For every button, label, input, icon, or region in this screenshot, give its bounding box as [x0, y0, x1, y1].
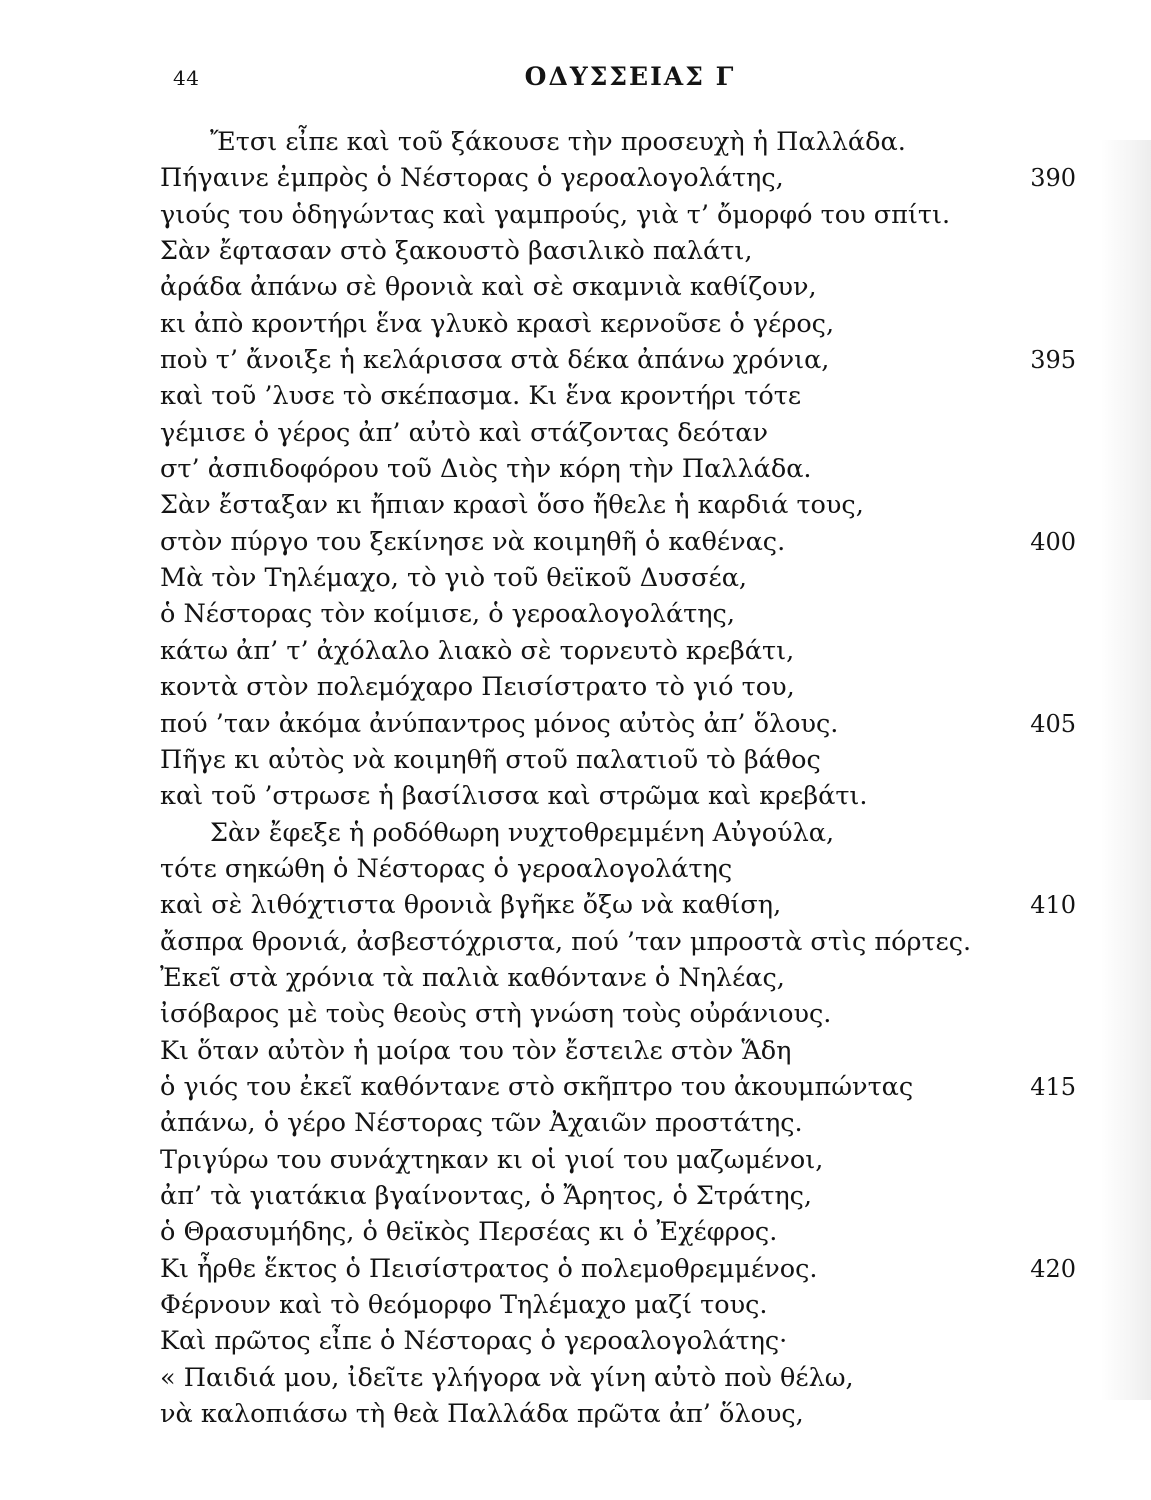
verse-line — [0, 197, 1151, 233]
verse-text: Ἔτσι εἶπε καὶ τοῦ ξάκουσε τὴν προσευχὴ ἡ Παλλάδα. — [210, 127, 906, 157]
verse-text: κι ἀπὸ κροντήρι ἕνα γλυκὸ κρασὶ κερνοῦσε ὁ γέρος, — [160, 308, 835, 339]
verse-text: γέμισε ὁ γέρος ἀπ’ αὐτὸ καὶ στάζοντας δεόταν — [160, 417, 768, 448]
verse-text: Καὶ πρῶτος εἶπε ὁ Νέστορας ὁ γεροαλογολάτης· — [160, 1326, 788, 1357]
verse-line — [0, 596, 1151, 632]
verse-line — [0, 669, 1151, 705]
verse-line — [0, 1360, 1151, 1396]
verse-line — [0, 742, 1151, 778]
verse-line — [0, 996, 1151, 1032]
verse-line — [0, 378, 1151, 414]
verse-line — [0, 1214, 1151, 1250]
verse-line — [0, 924, 1151, 960]
verse-line — [0, 633, 1151, 669]
line-number: 390 — [1030, 164, 1076, 193]
verse-line — [0, 1287, 1151, 1323]
verse-line — [0, 560, 1151, 596]
verse-text: στ’ ἀσπιδοφόρου τοῦ Διὸς τὴν κόρη τὴν Παλλάδα. — [160, 454, 812, 485]
verse-text: στὸν πύργο του ξεκίνησε νὰ κοιμηθῆ ὁ καθένας. — [160, 526, 786, 557]
verse-text: καὶ τοῦ ’λυσε τὸ σκέπασμα. Κι ἕνα κροντήρι τότε — [160, 381, 802, 412]
verse-line — [0, 778, 1151, 814]
verse-text: ἀπάνω, ὁ γέρο Νέστορας τῶν Ἀχαιῶν προστάτης. — [160, 1108, 803, 1139]
verse-line — [0, 706, 1151, 742]
verse-text: Σὰν ἔφεξε ἡ ροδόθωρη νυχτοθρεμμένη Αὐγούλα, — [210, 817, 835, 848]
verse-text: « Παιδιά μου, ἰδεῖτε γλήγορα νὰ γίνη αὐτὸ ποὺ θέλω, — [160, 1362, 854, 1393]
page-number: 44 — [173, 66, 200, 90]
verse-text: ἄσπρα θρονιά, ἀσβεστόχριστα, πού ’ταν μπροστὰ στὶς πόρτες. — [160, 926, 972, 957]
verse-line — [0, 887, 1151, 923]
verse-line — [0, 415, 1151, 451]
verse-line — [0, 1178, 1151, 1214]
verse-text: πού ’ταν ἀκόμα ἀνύπαντρος μόνος αὐτὸς ἀπ’ ὅλους. — [160, 708, 839, 739]
verse-line — [0, 815, 1151, 851]
verse-text: Ἐκεῖ στὰ χρόνια τὰ παλιὰ καθόντανε ὁ Νηλέας, — [160, 962, 785, 993]
verse-text: Σὰν ἔσταξαν κι ἤπιαν κρασὶ ὅσο ἤθελε ἡ καρδιά τους, — [160, 490, 864, 521]
verse-line — [0, 960, 1151, 996]
running-title: ΟΔΥΣΣΕΙΑΣ Γ — [524, 62, 736, 91]
verse-text: κάτω ἀπ’ τ’ ἀχόλαλο λιακὸ σὲ τορνευτὸ κρεβάτι, — [160, 635, 795, 666]
verse-line — [0, 1033, 1151, 1069]
verse-line — [0, 524, 1151, 560]
line-number: 395 — [1030, 346, 1076, 375]
line-number: 400 — [1030, 527, 1076, 556]
verse-text: τότε σηκώθη ὁ Νέστορας ὁ γεροαλογολάτης — [160, 853, 733, 884]
verse-text: Πῆγε κι αὐτὸς νὰ κοιμηθῆ στοῦ παλατιοῦ τὸ βάθος — [160, 744, 821, 775]
verse-text: ποὺ τ’ ἄνοιξε ἡ κελάρισσα στὰ δέκα ἀπάνω χρόνια, — [160, 345, 830, 376]
verse-line — [0, 342, 1151, 378]
verse-text: καὶ σὲ λιθόχτιστα θρονιὰ βγῆκε ὄξω νὰ καθίση, — [160, 890, 782, 921]
verse-text: κοντὰ στὸν πολεμόχαρο Πεισίστρατο τὸ γιό του, — [160, 672, 795, 703]
verse-line — [0, 160, 1151, 196]
verse-line — [0, 1396, 1151, 1432]
verse-line — [0, 487, 1151, 523]
verse-text: ἀράδα ἀπάνω σὲ θρονιὰ καὶ σὲ σκαμνιὰ καθίζουν, — [160, 272, 817, 303]
verse-text: Πήγαινε ἐμπρὸς ὁ Νέστορας ὁ γεροαλογολάτης, — [160, 163, 784, 194]
line-number: 415 — [1030, 1072, 1076, 1101]
line-number: 410 — [1030, 891, 1076, 920]
verse-text: Φέρνουν καὶ τὸ θεόμορφο Τηλέμαχο μαζί τους. — [160, 1290, 768, 1320]
verse-line — [0, 269, 1151, 305]
verse-line — [0, 851, 1151, 887]
verse-text: Κι ἦρθε ἕκτος ὁ Πεισίστρατος ὁ πολεμοθρεμμένος. — [160, 1253, 818, 1284]
verse-text: Σὰν ἔφτασαν στὸ ξακουστὸ βασιλικὸ παλάτι, — [160, 236, 753, 267]
verse-text: Τριγύρω του συνάχτηκαν κι οἱ γιοί του μαζωμένοι, — [160, 1144, 824, 1175]
verse-text: ἀπ’ τὰ γιατάκια βγαίνοντας, ὁ Ἄρητος, ὁ Στράτης, — [160, 1180, 813, 1211]
verse-line — [0, 124, 1151, 160]
verse-text: γιούς του ὁδηγώντας καὶ γαμπρούς, γιὰ τ’ ὄμορφό του σπίτι. — [160, 199, 951, 230]
verse-text: Μὰ τὸν Τηλέμαχο, τὸ γιὸ τοῦ θεϊκοῦ Δυσσέα, — [160, 563, 748, 594]
verse-text: ὁ γιός του ἐκεῖ καθόντανε στὸ σκῆπτρο του ἀκουμπώντας — [160, 1071, 914, 1102]
line-number: 420 — [1030, 1254, 1076, 1283]
verse-line — [0, 306, 1151, 342]
verse-line — [0, 451, 1151, 487]
page-header — [0, 62, 1151, 102]
verse-block — [0, 124, 1151, 1432]
verse-line — [0, 233, 1151, 269]
verse-text: ὁ Νέστορας τὸν κοίμισε, ὁ γεροαλογολάτης, — [160, 599, 735, 630]
verse-line — [0, 1069, 1151, 1105]
verse-text: Κι ὅταν αὐτὸν ἡ μοίρα του τὸν ἔστειλε στὸν Ἅδη — [160, 1035, 792, 1066]
verse-text: καὶ τοῦ ’στρωσε ἡ βασίλισσα καὶ στρῶμα καὶ κρεβάτι. — [160, 781, 868, 812]
verse-line — [0, 1251, 1151, 1287]
verse-text: ἰσόβαρος μὲ τοὺς θεοὺς στὴ γνώση τοὺς οὐράνιους. — [160, 999, 832, 1030]
verse-line — [0, 1142, 1151, 1178]
line-number: 405 — [1030, 709, 1076, 738]
verse-line — [0, 1323, 1151, 1359]
verse-line — [0, 1105, 1151, 1141]
verse-text: ὁ Θρασυμήδης, ὁ θεϊκὸς Περσέας κι ὁ Ἐχέφρος. — [160, 1217, 778, 1248]
verse-text: νὰ καλοπιάσω τὴ θεὰ Παλλάδα πρῶτα ἀπ’ ὅλους, — [160, 1399, 804, 1430]
